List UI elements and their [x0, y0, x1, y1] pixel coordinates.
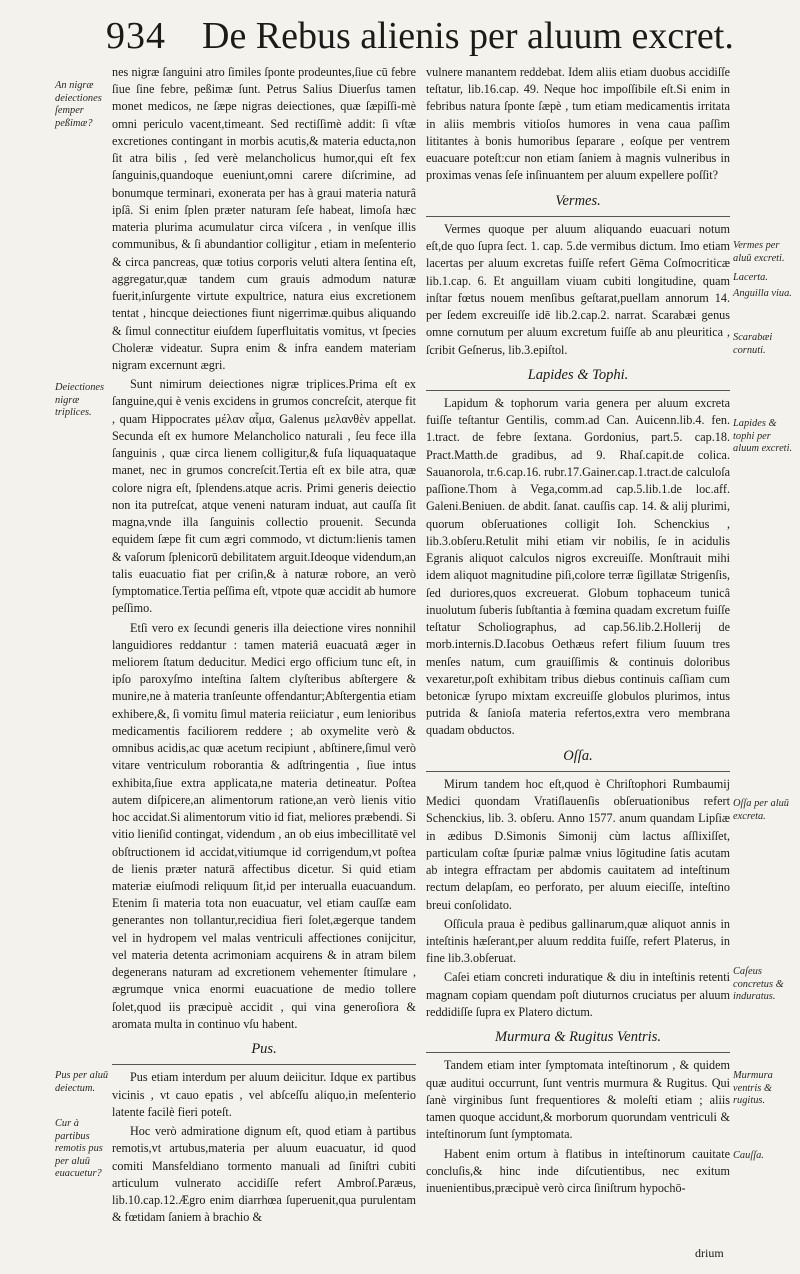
- divider: [112, 1064, 416, 1065]
- paragraph: Lapidum & tophorum varia genera per aluum excreta fuiſſe teſtantur Gentilis, comm.ad Can. Auicenn.lib.4. fen. 1.tract. de febre ſextana. Gordonius, part.5. cap.18. Pract.Matth.de gradibus, ad 9. Rhaſ.capit.de colica. Sauanorola, tr.6.cap.16. rubr.17.Gainer.cap.1.tract.de calculoſa paſſione.Thom à Vega,comm.ad cap.5.lib.1.de loc.aff. Galeni.Beniuen. de abdit. ſanat. cauſſis cap. 14. & alij plurimi, quorum obſeruationes colligit Ioh. Schenckius , lib.3.obſeru.Retulit mihi etiam vir nobilis, ſe in acidulis Egranis aliquot calculos nigros excreuiſſe. Monſtrauit mihi idem aliquot magnitudine piſi,colore terræ ſigillatæ Strigenſis, ſed duriores,quos excreuerat. Globum tophaceum tunicâ inuolutum ſuberis ſubſtantia à fœmina quadam excretum fuiſſe teſtatur Scholiographus, ad cap.56.lib.2.Hollerij de morb.internis.D.Iacobus Oethæus refert filium ſuuum tres menſes natum, cum grauiſſimis & continuis doloribus vexaretur,poſt exhibitam tribus diebus continuis caſſiam cum betonicæ ſyrupo mixtam excreuiſſe globulos plurimos, intus putrida & ſanioſa materia refertos,extra vero membrana quadam obductos.: [426, 395, 730, 738]
- paragraph: Tandem etiam inter ſymptomata inteſtinorum , & quidem quæ auditui occurrunt, ſunt ventris murmura & Rugitus. Qui ſanè virginibus ſunt frequentiores & moleſti etiam ; aliis tamen quoque accidunt,& morborum quorundam ventriculi & inteſtinorum ſunt ſymptomata.: [426, 1058, 730, 1142]
- divider: [426, 771, 730, 772]
- margin-note: Deiectiones nigræ triplices.: [55, 382, 105, 419]
- catchword: drium: [695, 1246, 724, 1260]
- running-title: De Rebus alienis per aluum excret.: [202, 15, 734, 57]
- page-header: [98, 8, 734, 58]
- paragraph: Pus etiam interdum per aluum deiicitur. Idque ex partibus vicinis , vt cauo epatis , vel abſceſſu aliquo,in meſenterio latente facilè fieri poteſt.: [112, 1070, 416, 1119]
- margin-note: Pus per aluū deiectum.: [55, 1070, 109, 1094]
- section-heading-pus: Pus.: [251, 1041, 277, 1058]
- section-heading-murmura: Murmura & Rugitus Ventris.: [495, 1029, 661, 1046]
- margin-note: Lacerta.: [733, 272, 768, 283]
- paragraph: vulnere manantem reddebat. Idem aliis etiam duobus accidiſſe teſtatur, lib.16.cap. 49. Neque hoc impoſſibile eſt.Si enim in febribus natura ſponte ſæpè , tum etiam medicamentis irritata in aliis membris vitioſos humores in vena caua paſſim lititantes à bonis humoribus ſeparare , eoſque per ventrem euacuare poteſt:cur non etiam ſaniem à magnis vulneribus in proximas venas ſeſe inſinuantem per aluum expellere poſſit?: [426, 65, 730, 183]
- paragraph: Hoc verò admiratione dignum eſt, quod etiam à partibus remotis,vt artubus,materia per aluum euacuatur, id quod comiti Mansfeldiano tormento manuali ad ſiniſtri cubiti articulum vulnerato accidiſſe refert Ambroſ.Paræus, lib.10.cap.12.Ægro enim diarrhœa ſuperuenit,qua purulentam & fœtidam ſaniem à brachio &: [112, 1124, 416, 1225]
- paragraph: Caſei etiam concreti induratique & diu in inteſtinis retenti magnam copiam quendam poſt diuturnos cruciatus per aluum reddidiſſe ſupra ex Platero dictum.: [426, 970, 730, 1019]
- paragraph: Sunt nimirum deiectiones nigræ triplices.Prima eſt ex ſanguine,qui è venis excidens in grumos concreſcit, aterque fit , quam Hippocrates μέλαν αἷμα, Galenus μελανθὲν appellat. Secunda eſt ex humore Melancholico naturali , ſeu fece illa ſanguinis , quæ circa lienem colligitur,& fuſa liquaquataque manet, nec in grumos concreſcit.Tertia eſt ex bile atra, quæ colore nigra eſt, ſplendens.atque acris. Primi generis deiectio non ita putreſcat, atque veneni naturam induat, aut cauſſa ſit magna,vnde illa ſanguinis collectio prouenit. Secunda equidem ſæpe fit cum ægri commodo, vt dictum:lienis tamen & vaſorum ſplenicorū debilitatem arguit.Ideoque videndum,an talis euacuatio fiat per criſin,& à naturæ robore, an verò ſymptomatice.Tertia peſſima eſt, vtpote quæ accidit ab humore peſſimo.: [112, 377, 416, 616]
- paragraph: Etſi vero ex ſecundi generis illa deiectione vires nonnihil languidiores reddantur : tamen materiâ euacuatâ æger in meliorem ſtatum deducitur. Medici ergo officium tunc eſt, in ipſo paroxyſmo inteſtina ſaltem clyſteribus abſtergere & munire,ne à materia tranſeunte offendantur;Abſtergentia etiam exhibere,&, ſi vomitu ſimul materia reiiciatur , eum lenioribus medicamentis faciliorem reddere ; ab oxymelite verò & omnibus acidis,ac quæ acetum recipiunt , abſtinere,ſimul verò vitare ventriculum roborantia & adſtringentia , ſiue intus exhibita,ſiue extra applicata,ne materia detineatur. Poſtea autem diſpicere,an alimentorum ratione,an verò lienis vitio hoc accidat.Si alimentorum vitio id fiat, meliores præbendi. Si vitio lieniſid contingat, videndum , an ob eius imbecillitatē vel obſtructionem id accidat,vitiumque id corrigendum,vt poſtea de lienis præter naturā affectibus dicetur. Si quid etiam materiæ eiuſmodi reliquum ſit,id per interualla euacuandum. Etenim ſi materia tota non euacuatur, vel etiam cauſſæ eam generantes non tollantur,recidiua fieri ſolet,ægerque tandem vel in hydropem vel malas ventriculi affectiones conijcitur, vel materia detenta acrimoniam acquirens & in atram bilem degenerans naturam ad excretionem vehementer ſtimulare , ægrumque vnica enormi euacuatione de medio tollere ſolet,quod iis præcipuè accidit , qui vina generoſiora & aromata multa in continuo vſu habent.: [112, 620, 416, 1031]
- margin-note: Lapides & tophi per aluum excreti.: [733, 418, 793, 455]
- paragraph: Vermes quoque per aluum aliquando euacuari notum eſt,de quo ſupra ſect. 1. cap. 5.de vermibus dictum. Imo etiam lacertas per aluum excretas fuiſſe refert Gēma Coſmocriticæ lib.1.cap. 6. Et anguillam viuam cubiti longitudine, quam inſtar fœtus nouem menſibus geſtarat,puellam annorum 14. per ſedem excreuiſſe idē lib.2.cap.2. narrat. Scarabæi genus omne cornutum per aluum excretum fuiſſe ab anu pleuritica , ſcribit Geſnerus, lib.3.epiſtol.: [426, 221, 730, 357]
- paragraph: Habent enim ortum à flatibus in inteſtinorum cauitate concluſis,& hinc inde diſcutientibus, nec exitum inuenientibus,præcipuè verò circa ſiniſtrum hypochō-: [426, 1146, 730, 1196]
- margin-note: Oſſa per aluū excreta.: [733, 798, 789, 822]
- divider: [426, 1052, 730, 1053]
- section-heading-ossa: Oſſa.: [563, 747, 593, 764]
- margin-note: Caſeus concretus & induratus.: [733, 966, 784, 1003]
- margin-note: Scarabæi cornuti.: [733, 332, 773, 356]
- paragraph: Oſſicula praua è pedibus gallinarum,quæ aliquot annis in inteſtinis hæſerant,per aluum reddita fuiſſe, refert Platerus, in fine lib.3.obſeruat.: [426, 916, 730, 966]
- margin-note: Anguilla viua.: [733, 288, 792, 299]
- divider: [426, 216, 730, 217]
- margin-note: Cauſſa.: [733, 1150, 764, 1161]
- margin-note: Vermes per aluū excreti.: [733, 240, 785, 264]
- margin-note: An nigræ deiectiones ſemper peßimæ?: [55, 80, 102, 129]
- margin-note: Cur à partibus remotis pus per aluū euacuetur?: [55, 1118, 103, 1180]
- left-column: [112, 64, 416, 1228]
- page-number: 934: [106, 15, 166, 57]
- paragraph: Mirum tandem hoc eſt,quod è Chriſtophori Rumbaumij Medici quondam Vratiſlauenſis obſeruationibus refert Schenckius, lib. 3. obſeru. Anno 1577. anum quandam Lipſiæ in ædibus D.Simonis Simonij cùm lactus aſſlixiſſet, particulam coſtæ ſpuriæ palmæ vnius lōgitudine ſatis acutam ab integra effractam per abdomis cauitatem ad inteſtinum rectum delapſam, eo perforato, per aluum eieciſſe, inteſtino breui conſolidato.: [426, 776, 730, 912]
- right-column: [426, 64, 730, 1199]
- margin-note: Murmura ventris & rugitus.: [733, 1070, 773, 1107]
- section-heading-vermes: Vermes.: [555, 192, 601, 209]
- section-heading-lapides: Lapides & Tophi.: [527, 366, 629, 383]
- divider: [426, 390, 730, 391]
- paragraph: nes nigræ ſanguini atro ſimiles ſponte prodeuntes,ſiue cū febre ſiue ſine febre, peßimæ ſunt. Petrus Salius Diuerſus tamen monet medicos, ne ſæpe nigras deiectiones, quæ ſæpiſſi-mè omni periculo vacent,timeant. Sed rectiſſimè addit: ſi vſtæ excretiones contingant in morbis acutis,& materia educta,non ſit atra bilis , ſed verè melancholicus humor,qui eſt fex ſanguinis,quandoque eueniunt,omni carere diſcrimine, ad bonumque terminari, exonerata per has à graui materia naturâ ipſâ. Si enim ſplen præter naturam ſeſe habeat, limoſa hæc materia plurima acumulatur circa viſcera , in venſque illis communibus, & ſi abundantior colligitur , etiam in meſenterio & circa pancreas, quæ totius corporis veluti altera ſentina eſt, aggregatur,quæ tandem cum grauis admodum naturæ fuerit,inſurgente virtute expultrice, natura eius excretionem tentat , hincque deiectiones fiunt nigerrimæ.quibus aliquando & ſimul connectitur eiuſdem ſuperfluitatis vomitus, vt ſpecies Choleræ videatur. Supra enim & infra eandem materiam nigram excernunt ægri.: [112, 65, 416, 372]
